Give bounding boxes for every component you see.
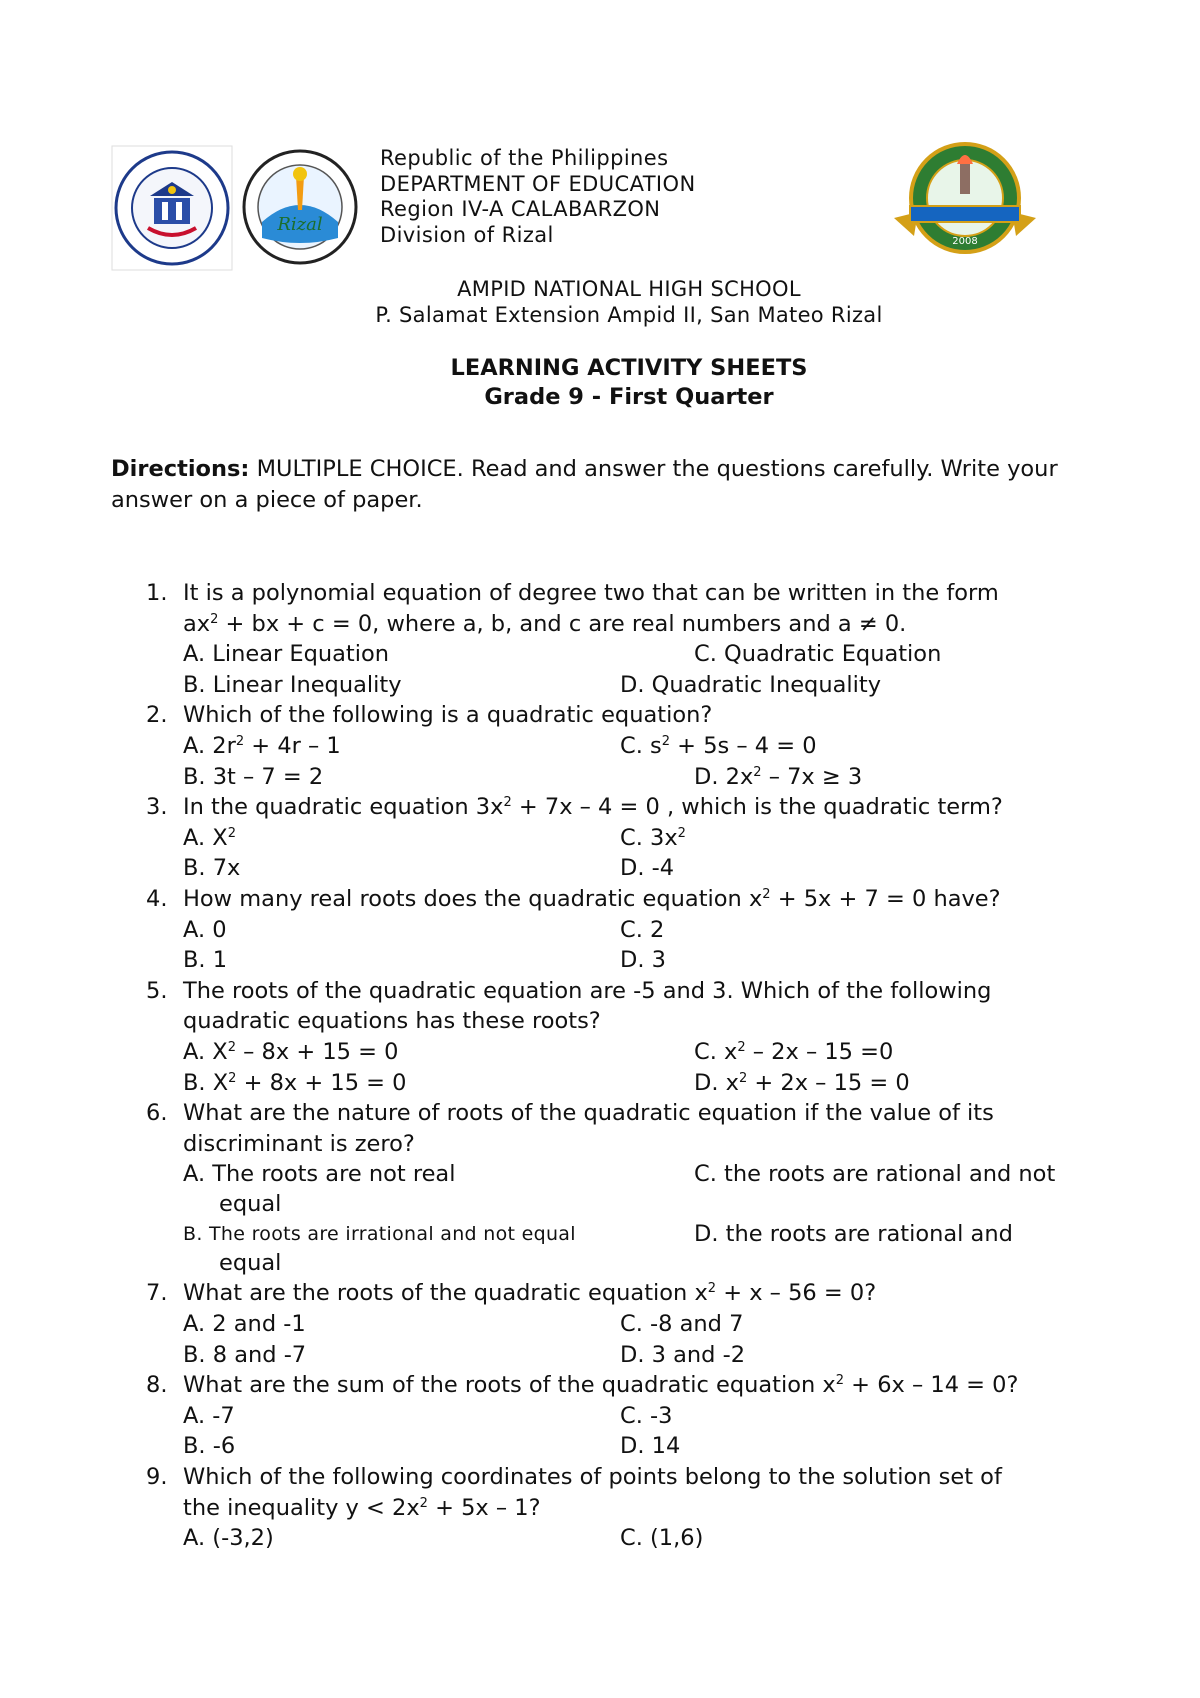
option-b: B. Linear Inequality: [183, 671, 402, 698]
question-text: In the quadratic equation $3x^2 + 7x - 4 = 0$ , which is the quadratic term?: [183, 794, 1003, 821]
option-d: D. -4: [620, 855, 675, 882]
option-a: A. -7: [183, 1402, 235, 1429]
option-b: B. 1: [183, 947, 228, 974]
option-a: A. $2r^2 + 4r - 1$: [183, 732, 341, 759]
question-6: [146, 1098, 1101, 1278]
header-republic: Republic of the Philippines: [380, 146, 669, 170]
option-b: B. -6: [183, 1433, 236, 1460]
option-a: A. Linear Equation: [183, 641, 390, 668]
option-d: D. 3 and -2: [620, 1341, 746, 1368]
question-number: 6.: [146, 1100, 168, 1127]
question-text-line2: $ax^2$ + bx + c = 0, where a, b, and c are real numbers and a ≠ 0.: [183, 610, 907, 637]
question-text: The roots of the quadratic equation are -5 and 3. Which of the following: [183, 977, 992, 1004]
directions-label: Directions:: [111, 456, 250, 482]
question-number: 8.: [146, 1372, 168, 1399]
question-3: [146, 792, 1101, 884]
option-d: D. 14: [620, 1433, 681, 1460]
option-d: D. $x^2 + 2x - 15 = 0$: [694, 1069, 910, 1096]
option-a: A. $X^2$: [183, 824, 236, 851]
question-text-line2: the inequality $y < 2x^2 + 5x - 1$?: [183, 1494, 541, 1521]
title-block: [0, 354, 1200, 412]
document-subtitle: Grade 9 - First Quarter: [484, 384, 774, 410]
question-text: Which of the following coordinates of points belong to the solution set of: [183, 1464, 1002, 1491]
option-d: D. $2x^2 - 7x \ge 3$: [694, 763, 863, 790]
question-8: [146, 1370, 1101, 1462]
deped-seal-logo: [110, 144, 234, 272]
question-1: [146, 578, 1101, 700]
directions: [111, 454, 1101, 516]
question-text: How many real roots does the quadratic equation $x^2 + 5x + 7 = 0$ have?: [183, 885, 1001, 912]
question-number: 4.: [146, 885, 168, 912]
question-9: [146, 1462, 1101, 1554]
division-of-rizal-logo: [240, 148, 360, 266]
option-c: C. $3x^2$: [620, 824, 686, 851]
option-a: A. (-3,2): [183, 1525, 274, 1552]
agency-header: [380, 146, 696, 248]
question-text: What are the sum of the roots of the quadratic equation $x^2 + 6x - 14 = 0$?: [183, 1372, 1019, 1399]
question-4: [146, 884, 1101, 976]
question-number: 5.: [146, 977, 168, 1004]
option-a: A. 0: [183, 916, 227, 943]
question-text-line2: discriminant is zero?: [183, 1130, 415, 1157]
option-d: D. 3: [620, 947, 666, 974]
question-text-line2: quadratic equations has these roots?: [183, 1008, 601, 1035]
question-number: 1.: [146, 580, 168, 606]
option-d-continued: equal: [219, 1250, 282, 1277]
option-a-continued: equal: [219, 1190, 282, 1217]
option-a: A. The roots are not real: [183, 1161, 456, 1188]
school-seal-year: 2008: [952, 236, 978, 247]
option-b: B. 7x: [183, 855, 241, 882]
option-d: D. the roots are rational and: [694, 1220, 1013, 1247]
question-2: [146, 700, 1101, 792]
question-number: 2.: [146, 702, 168, 729]
document-title: LEARNING ACTIVITY SHEETS: [450, 355, 808, 381]
question-text: It is a polynomial equation of degree two that can be written in the form: [183, 580, 999, 606]
question-7: [146, 1278, 1101, 1370]
school-address: P. Salamat Extension Ampid II, San Mateo Rizal: [375, 302, 883, 327]
option-d: D. Quadratic Inequality: [620, 671, 882, 698]
option-a: A. 2 and -1: [183, 1311, 306, 1338]
option-c: C. -3: [620, 1402, 673, 1429]
question-number: 9.: [146, 1464, 168, 1491]
question-number: 3.: [146, 794, 168, 821]
question-text: What are the roots of the quadratic equation $x^2 + x - 56 = 0$?: [183, 1280, 877, 1307]
option-c: C. (1,6): [620, 1525, 704, 1552]
option-c: C. Quadratic Equation: [694, 641, 942, 668]
school-block: [0, 277, 1200, 328]
option-c: C. the roots are rational and not: [694, 1161, 1056, 1188]
option-b: B. The roots are irrational and not equal: [183, 1222, 576, 1245]
option-b: B. $X^2 + 8x + 15 = 0$: [183, 1069, 407, 1096]
option-c: C. $x^2 - 2x - 15 =0$: [694, 1038, 894, 1065]
option-c: C. -8 and 7: [620, 1311, 744, 1338]
school-name: AMPID NATIONAL HIGH SCHOOL: [457, 277, 801, 301]
option-a: A. $X^2 - 8x + 15 = 0$: [183, 1038, 399, 1065]
question-text: What are the nature of roots of the quadratic equation if the value of its: [183, 1100, 994, 1127]
question-text: Which of the following is a quadratic equation?: [183, 702, 713, 729]
option-b: B. 8 and -7: [183, 1341, 307, 1368]
ampid-nhs-seal-logo: [890, 140, 1040, 258]
option-b: B. 3t – 7 = 2: [183, 763, 324, 790]
directions-text: MULTIPLE CHOICE. Read and answer the questions carefully. Write your answer on a piece of paper.: [111, 456, 1058, 513]
question-list: [146, 578, 1101, 1554]
question-number: 7.: [146, 1280, 168, 1307]
rizal-logo-text: Rizal: [277, 214, 323, 235]
header-department: DEPARTMENT OF EDUCATION: [380, 171, 696, 196]
header-region: Region IV-A CALABARZON: [380, 197, 661, 221]
option-c: C. 2: [620, 916, 665, 943]
header-division: Division of Rizal: [380, 222, 554, 247]
option-c: C. $s^2 + 5s - 4 = 0$: [620, 732, 817, 759]
question-5: [146, 976, 1101, 1098]
